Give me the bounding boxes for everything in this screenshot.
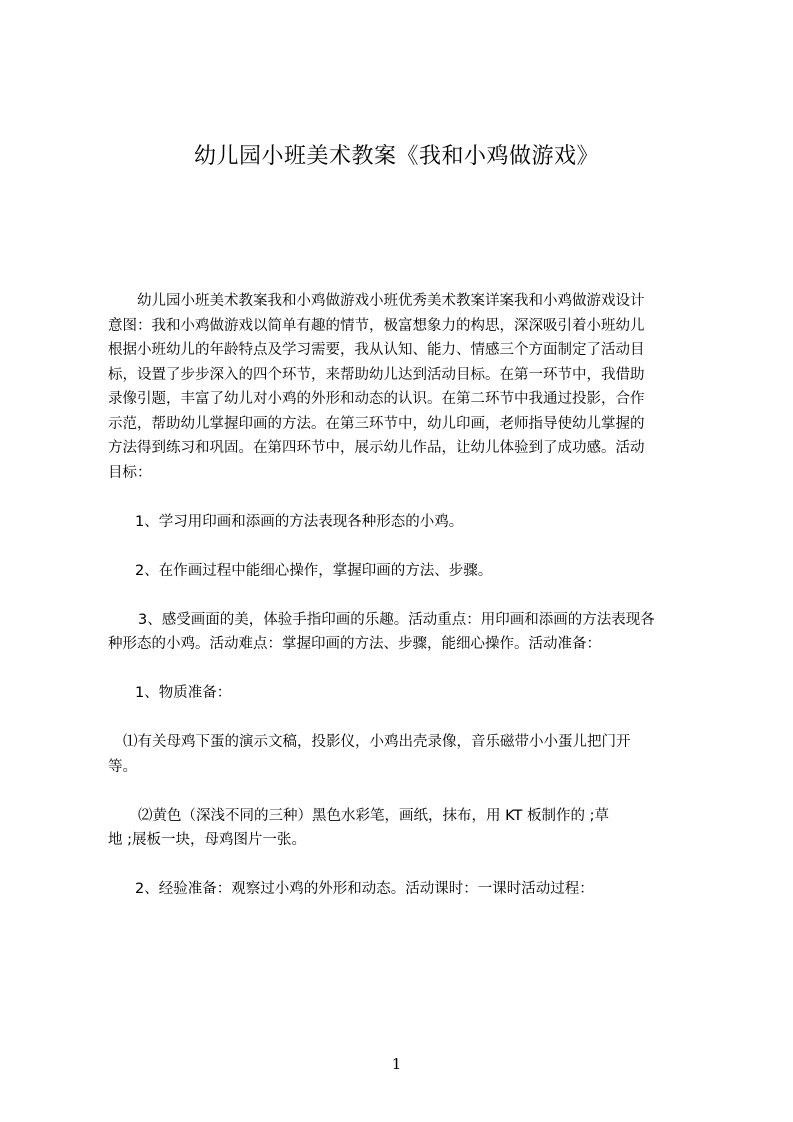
prep-item-2: 2、经验准备：观察过小鸡的外形和动态。活动课时：一课时活动过程： — [135, 881, 594, 897]
prep-item-1: 1、物质准备： — [135, 685, 232, 701]
prep-1a-line: ⑴有关母鸡下蛋的演示文稿，投影仪，小鸡出壳录像，音乐磁带小小蛋儿把门开 — [123, 734, 631, 750]
goal-item-2: 2、在作画过程中能细心操作，掌握印画的方法、步骤。 — [135, 562, 493, 579]
goal-3-line: 种形态的小鸡。活动难点：掌握印画的方法、步骤，能细心操作。活动准备： — [108, 636, 601, 652]
prep-item-1b — [108, 804, 700, 853]
prep-1b-line: ⑵黄色（深浅不同的三种）黑色水彩笔，画纸，抹布，用 KT 板制作的 ;草 — [138, 807, 609, 824]
intro-line: 幼儿园小班美术教案我和小鸡做游戏小班优秀美术教案详案我和小鸡做游戏设计 — [137, 293, 645, 309]
prep-item-1a — [108, 730, 700, 779]
page-number: 1 — [391, 1055, 402, 1073]
intro-line: 标，设置了步步深入的四个环节，来帮助幼儿达到活动目标。在第一环节中，我借助 — [108, 366, 645, 383]
prep-1b-line: 地 ;展板一块，母鸡图片一张。 — [108, 832, 306, 848]
prep-1a-line: 等。 — [108, 758, 137, 775]
page-title: 幼儿园小班美术教案《我和小鸡做游戏》 — [193, 144, 599, 169]
intro-paragraph — [108, 289, 700, 485]
intro-line: 方法得到练习和巩固。在第四环节中，展示幼儿作品，让幼儿体验到了成功感。活动 — [108, 440, 645, 456]
intro-line: 目标： — [108, 464, 152, 481]
goal-3-line: 3、感受画面的美，体验手指印画的乐趣。活动重点：用印画和添画的方法表现各 — [138, 611, 655, 628]
intro-line: 录像引题，丰富了幼儿对小鸡的外形和动态的认识。在第二环节中我通过投影，合作 — [108, 391, 645, 407]
intro-line: 根据小班幼儿的年龄特点及学习需要，我从认知、能力、情感三个方面制定了活动目 — [108, 342, 645, 358]
goal-item-1: 1、学习用印画和添画的方法表现各种形态的小鸡。 — [135, 513, 464, 530]
document-body — [108, 289, 700, 902]
intro-line: 意图：我和小鸡做游戏以简单有趣的情节，极富想象力的构思，深深吸引着小班幼儿 — [108, 317, 645, 334]
intro-line: 示范，帮助幼儿掌握印画的方法。在第三环节中，幼儿印画，老师指导使幼儿掌握的 — [108, 415, 645, 432]
goal-item-3 — [108, 608, 700, 657]
